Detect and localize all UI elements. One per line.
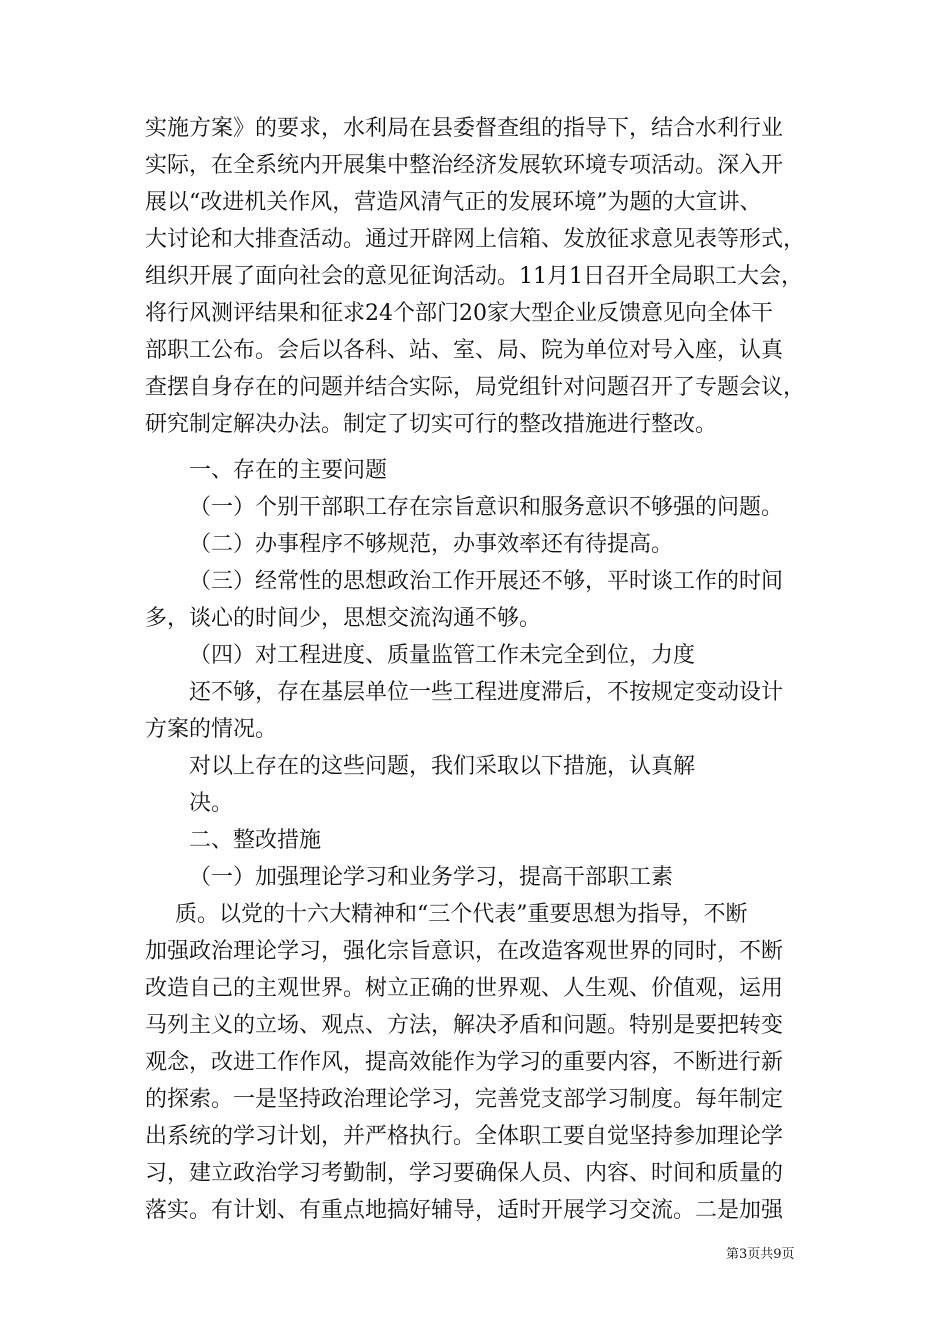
text-line: 部职工公布。会后以各科、站、室、局、院为单位对号入座，认真 xyxy=(145,338,784,363)
section-heading: 二、整改措施 xyxy=(189,828,322,853)
text-line: 落实。有计划、有重点地搞好辅导，适时开展学习交流。二是加强 xyxy=(145,1198,784,1223)
section-heading: 一、存在的主要问题 xyxy=(189,458,388,483)
text-line: 出系统的学习计划，并严格执行。全体职工要自觉坚持参加理论学 xyxy=(145,1124,784,1149)
text-line: 马列主义的立场、观点、方法，解决矛盾和问题。特别是要把转变 xyxy=(145,1013,784,1038)
text-line: 实施方案》的要求，水利局在县委督查组的指导下，结合水利行业 xyxy=(145,116,784,141)
text-line: 实际，在全系统内开展集中整治经济发展软环境专项活动。深入开 xyxy=(145,153,784,178)
page-number: 第3页共9页 xyxy=(726,1247,795,1262)
text-line: 查摆自身存在的问题并结合实际，局党组针对问题召开了专题会议， xyxy=(145,375,806,400)
text-line: 观念，改进工作作风，提高效能作为学习的重要内容，不断进行新 xyxy=(145,1050,784,1075)
text-line: 方案的情况。 xyxy=(145,717,278,742)
text-line: 决。 xyxy=(189,791,234,816)
text-line: 加强政治理论学习，强化宗旨意识，在改造客观世界的同时，不断 xyxy=(145,939,784,964)
text-line: 多，谈心的时间少，思想交流沟通不够。 xyxy=(145,606,542,631)
text-line: （二）办事程序不够规范，办事效率还有待提高。 xyxy=(189,532,674,557)
text-line: 大讨论和大排查活动。通过开辟网上信箱、发放征求意见表等形式， xyxy=(145,227,806,252)
text-line: 研究制定解决办法。制定了切实可行的整改措施进行整改。 xyxy=(145,412,718,437)
text-line: 展以“改进机关作风，营造风清气正的发展环境”为题的大宣讲、 xyxy=(145,190,762,215)
text-line: （四）对工程进度、质量监管工作未完全到位，力度 xyxy=(189,643,696,668)
text-line: 还不够，存在基层单位一些工程进度滞后，不按规定变动设计 xyxy=(189,680,784,705)
text-line: 质。以党的十六大精神和“三个代表”重要思想为指导，不断 xyxy=(175,902,748,927)
text-line: 对以上存在的这些问题，我们采取以下措施，认真解 xyxy=(189,754,696,779)
text-line: 改造自己的主观世界。树立正确的世界观、人生观、价值观，运用 xyxy=(145,976,784,1001)
text-line: 的探索。一是坚持政治理论学习，完善党支部学习制度。每年制定 xyxy=(145,1087,784,1112)
text-line: 习，建立政治学习考勤制，学习要确保人员、内容、时间和质量的 xyxy=(145,1161,784,1186)
text-line: （一）加强理论学习和业务学习，提高干部职工素 xyxy=(189,865,674,890)
text-line: 组织开展了面向社会的意见征询活动。11月1日召开全局职工大会， xyxy=(145,264,803,289)
text-line: （一）个别干部职工存在宗旨意识和服务意识不够强的问题。 xyxy=(189,495,784,520)
text-line: 将行风测评结果和征求24个部门20家大型企业反馈意见向全体干 xyxy=(145,301,773,326)
text-line: （三）经常性的思想政治工作开展还不够，平时谈工作的时间 xyxy=(189,569,784,594)
